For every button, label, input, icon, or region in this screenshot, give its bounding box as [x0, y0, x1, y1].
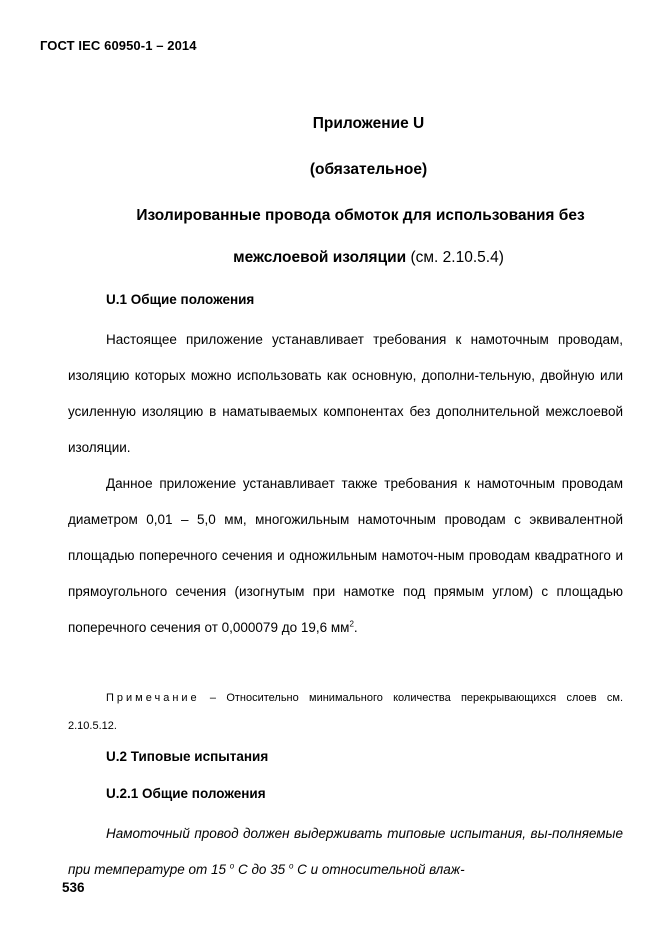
- degree-mark-2: o: [288, 861, 294, 871]
- section-u1-paragraph-1: Настоящее приложение устанавливает требования к намоточным проводам, изоляцию которых можно использовать как основную, дополни-тельную, двойную или усиленную изоляцию в наматываемых компонентах без дополнительной межслоевой изоляции.: [68, 332, 623, 455]
- annex-status: (обязательное): [309, 161, 428, 178]
- u21-text-b: С до 35: [234, 862, 289, 877]
- paragraph-2-end: .: [353, 620, 358, 635]
- section-u21-heading: U.2.1 Общие положения: [106, 786, 266, 801]
- note-text: – Относительно минимального количества перекрывающихся слоев см. 2.10.5.12.: [68, 692, 623, 732]
- standard-header: ГОСТ IEC 60950-1 – 2014: [40, 38, 197, 53]
- annex-subject-line2: [38, 249, 661, 267]
- section-u21-paragraph-1: [68, 816, 623, 888]
- section-u1-heading: U.1 Общие положения: [106, 292, 255, 307]
- section-u1-paragraph-2: [68, 466, 623, 646]
- annex-subject-ref: (см. 2.10.5.4): [406, 249, 504, 266]
- degree-mark-1: o: [229, 861, 235, 871]
- page-number: 536: [62, 880, 85, 895]
- paragraph-2-text: Данное приложение устанавливает также требования к намоточным проводам диаметром 0,01 – 5,0 мм, многожильным намоточным проводам с эквивалентной площадью поперечного сечения и одножильным намоточ-ным проводам квадратного и прямоугольного сечения (изогнутым при намотке под прямым углом) с площадью поперечного сечения от 0,000079 до 19,6 мм: [68, 476, 623, 635]
- section-u2-heading: U.2 Типовые испытания: [106, 749, 269, 764]
- annex-title: Приложение U: [312, 115, 425, 132]
- superscript-2: 2: [349, 619, 354, 629]
- u21-text-c: С и относительной влаж-: [293, 862, 465, 877]
- annex-subject-bold: межслоевой изоляции: [233, 249, 407, 266]
- annex-subject-line1: Изолированные провода обмоток для использования без: [136, 207, 585, 224]
- u21-text-a: Намоточный провод должен выдерживать типовые испытания, вы-полняемые при температуре от 15: [68, 826, 623, 877]
- note: [68, 684, 623, 740]
- note-label: Примечание: [106, 692, 200, 704]
